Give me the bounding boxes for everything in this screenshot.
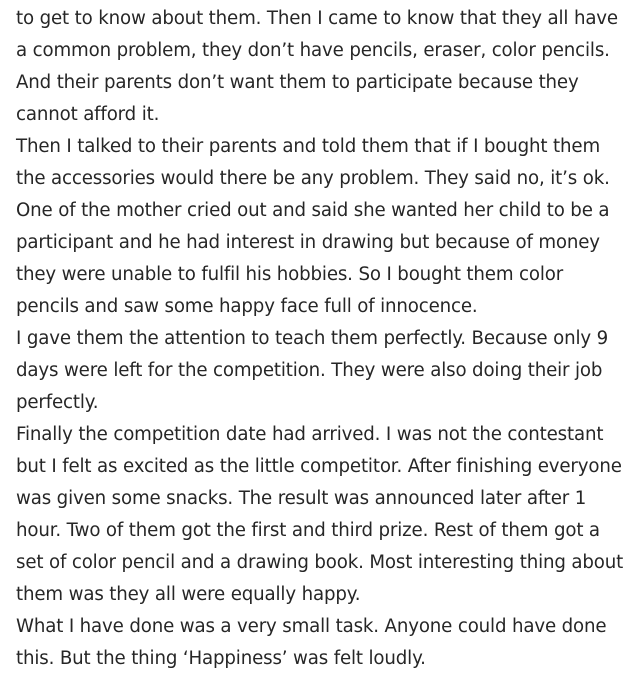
text-line: a common problem, they don’t have pencils, eraser, color pencils.	[16, 40, 610, 61]
text-line: What I have done was a very small task. Anyone could have done	[16, 616, 607, 637]
text-line: Finally the competition date had arrived. I was not the contestant	[16, 424, 604, 445]
text-line: I gave them the attention to teach them perfectly. Because only 9	[16, 328, 609, 349]
text-line: And their parents don’t want them to participate because they	[16, 72, 579, 93]
text-line: to get to know about them. Then I came to know that they all have	[16, 8, 618, 29]
text-line: participant and he had interest in drawing but because of money	[16, 232, 600, 253]
text-line: they were unable to fulfil his hobbies. So I bought them color	[16, 264, 564, 285]
text-line: perfectly.	[16, 392, 99, 413]
text-line: cannot afford it.	[16, 104, 160, 125]
text-line: hour. Two of them got the first and third prize. Rest of them got a	[16, 520, 600, 541]
text-line: pencils and saw some happy face full of innocence.	[16, 296, 478, 317]
text-line: One of the mother cried out and said she wanted her child to be a	[16, 200, 610, 221]
text-line: days were left for the competition. They were also doing their job	[16, 360, 603, 381]
paragraph-parents	[16, 131, 628, 323]
text-line: was given some snacks. The result was announced later after 1	[16, 488, 587, 509]
text-line: set of color pencil and a drawing book. Most interesting thing about	[16, 552, 624, 573]
text-line: them was they all were equally happy.	[16, 584, 361, 605]
text-line: this. But the thing ‘Happiness’ was felt loudly.	[16, 648, 426, 669]
paragraph-conclusion	[16, 611, 628, 675]
text-line: the accessories would there be any problem. They said no, it’s ok.	[16, 168, 610, 189]
document-body	[16, 0, 628, 675]
paragraph-competition	[16, 419, 628, 611]
paragraph-teaching	[16, 323, 628, 419]
paragraph-intro	[16, 3, 628, 131]
text-line: but I felt as excited as the little competitor. After finishing everyone	[16, 456, 622, 477]
text-line: Then I talked to their parents and told them that if I bought them	[16, 136, 601, 157]
